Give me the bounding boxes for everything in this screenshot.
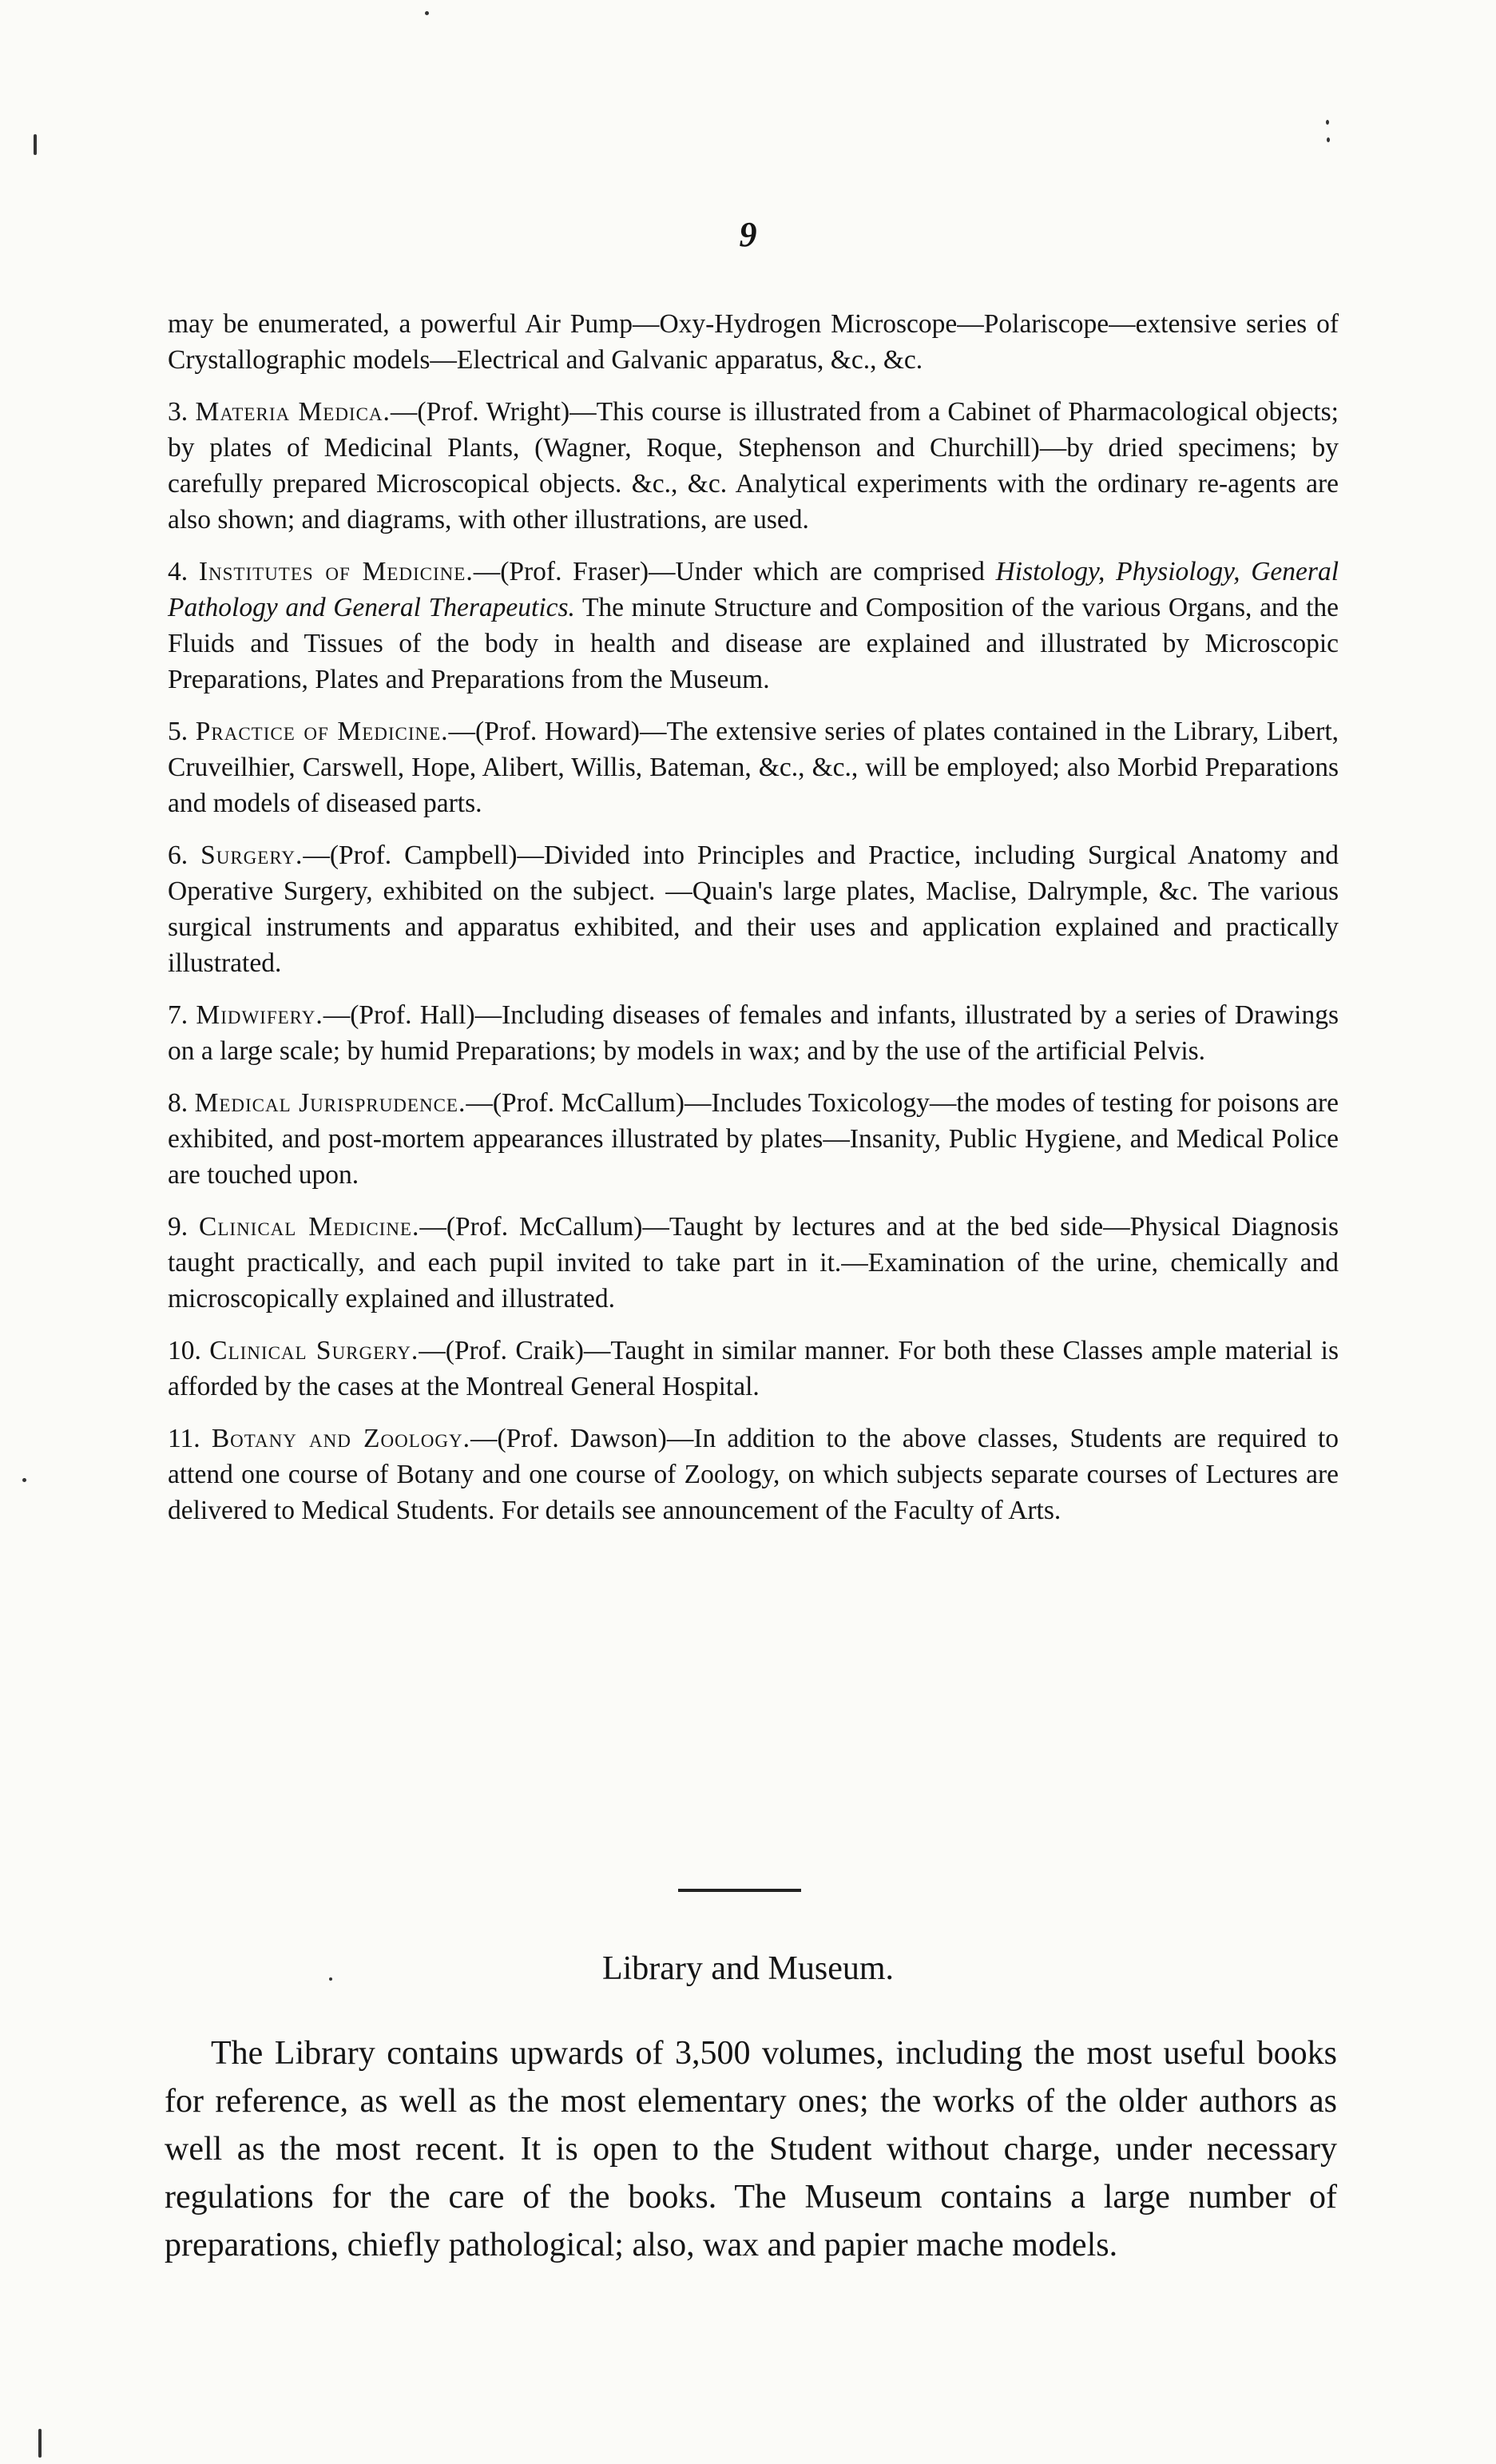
course-number: 5. bbox=[168, 717, 188, 746]
course-title: Surgery. bbox=[200, 841, 304, 870]
course-title: Clinical Medicine. bbox=[199, 1212, 420, 1242]
course-subjects: Histology, Physiology, General Pathology and General Therapeutics. bbox=[168, 557, 1339, 622]
course-title: Midwifery. bbox=[196, 1000, 323, 1030]
course-text: —(Prof. Craik)—Taught in similar manner. For both these Classes ample material is afforded by the cases at the Montreal General Hospital. bbox=[168, 1336, 1339, 1401]
library-heading: Library and Museum. bbox=[601, 1950, 895, 1987]
course-list bbox=[168, 306, 1339, 1544]
course-title: Botany and Zoology. bbox=[211, 1424, 470, 1453]
ink-speck bbox=[425, 11, 429, 15]
ink-speck bbox=[1327, 137, 1330, 142]
course-paragraph bbox=[168, 1085, 1339, 1193]
course-title: Practice of Medicine. bbox=[195, 717, 449, 746]
page-number: 9 bbox=[739, 215, 757, 254]
course-paragraph bbox=[168, 394, 1339, 538]
intro-paragraph: may be enumerated, a powerful Air Pump—Oxy-Hydrogen Microscope—Polariscope—extensive series of Crystallographic models—Electrical and Galvanic apparatus, &c., &c. bbox=[168, 309, 1339, 375]
course-number: 10. bbox=[168, 1336, 201, 1365]
section-divider bbox=[678, 1889, 801, 1892]
course-text: —(Prof. Howard)—The extensive series of plates contained in the Library, Libert, Cruveilhier, Carswell, Hope, Alibert, Willis, Bateman, &c., &c., will be employed; also Morbid Preparations and models of diseased parts. bbox=[168, 717, 1339, 818]
course-text-continued: The minute Structure and Composition of the various Organs, and the Fluids and Tissues of the body in health and disease are explained and illustrated by Microscopic Preparations, Plates and Preparations from the Museum. bbox=[168, 593, 1339, 694]
course-paragraph bbox=[168, 554, 1339, 697]
course-paragraph bbox=[168, 837, 1339, 981]
course-text: —(Prof. Fraser)—Under which are comprised bbox=[473, 557, 996, 586]
course-number: 6. bbox=[168, 841, 188, 870]
library-section bbox=[165, 2029, 1337, 2269]
course-paragraph bbox=[168, 997, 1339, 1069]
course-number: 8. bbox=[168, 1088, 188, 1118]
course-number: 9. bbox=[168, 1212, 188, 1242]
course-title: Institutes of Medicine. bbox=[198, 557, 474, 586]
ink-speck bbox=[22, 1478, 26, 1482]
course-text: —(Prof. Hall)—Including diseases of females and infants, illustrated by a series of Drawings on a large scale; by humid Preparations; by models in wax; and by the use of the artificial Pelvis. bbox=[168, 1000, 1339, 1066]
course-number: 7. bbox=[168, 1000, 188, 1030]
ink-speck bbox=[1326, 120, 1329, 125]
course-text: —(Prof. Wright)—This course is illustrated from a Cabinet of Pharmacological objects; by plates of Medicinal Plants, (Wagner, Roque, Stephenson and Churchill)—by dried specimens; by carefully prepared Microscopical objects. &c., &c. Analytical experiments with the ordinary re-agents are also shown; and diagrams, with other illustrations, are used. bbox=[168, 397, 1339, 535]
course-number: 11. bbox=[168, 1424, 200, 1453]
ink-speck bbox=[34, 134, 37, 155]
library-paragraph: The Library contains upwards of 3,500 volumes, including the most useful books for reference, as well as the most elementary ones; the works of the older authors as well as the most recent. It is open to the Student without charge, under necessary regulations for the care of the books. The Museum contains a large number of preparations, chiefly pathological; also, wax and papier mache models. bbox=[165, 2035, 1337, 2263]
course-number: 3. bbox=[168, 397, 188, 427]
course-title: Materia Medica. bbox=[195, 397, 391, 427]
course-paragraph bbox=[168, 1209, 1339, 1317]
ink-speck bbox=[38, 2429, 42, 2458]
course-title: Clinical Surgery. bbox=[209, 1336, 419, 1365]
course-paragraph bbox=[168, 713, 1339, 821]
course-text: —(Prof. Campbell)—Divided into Principles and Practice, including Surgical Anatomy and Operative Surgery, exhibited on the subject. —Quain's large plates, Maclise, Dalrymple, &c. The various surgical instruments and apparatus exhibited, and their uses and application explained and practically illustrated. bbox=[168, 841, 1339, 978]
course-paragraph bbox=[168, 1333, 1339, 1405]
course-paragraph bbox=[168, 1421, 1339, 1528]
course-text: —(Prof. McCallum)—Includes Toxicology—the modes of testing for poisons are exhibited, and post-mortem appearances illustrated by plates—Insanity, Public Hygiene, and Medical Police are touched upon. bbox=[168, 1088, 1339, 1190]
course-text: —(Prof. McCallum)—Taught by lectures and at the bed side—Physical Diagnosis taught practically, and each pupil invited to take part in it.—Examination of the urine, chemically and microscopically explained and illustrated. bbox=[168, 1212, 1339, 1313]
course-text: —(Prof. Dawson)—In addition to the above classes, Students are required to attend one course of Botany and one course of Zoology, on which subjects separate courses of Lectures are delivered to Medical Students. For details see announcement of the Faculty of Arts. bbox=[168, 1424, 1339, 1525]
course-title: Medical Jurisprudence. bbox=[194, 1088, 466, 1118]
course-number: 4. bbox=[168, 557, 188, 586]
